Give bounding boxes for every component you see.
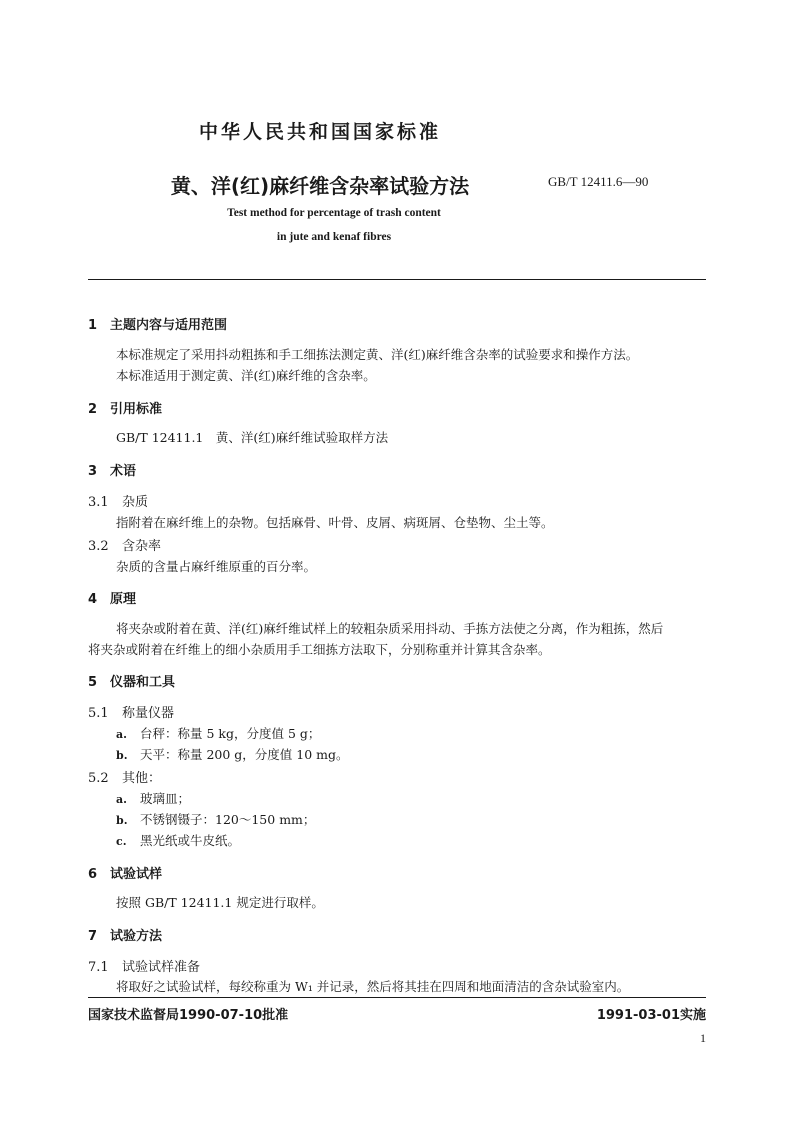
section-6-heading [88, 863, 162, 882]
subsection-title: 杂质 [122, 495, 149, 510]
section-title: 引用标准 [110, 402, 163, 417]
section-title: 原理 [110, 592, 137, 607]
subsection-number: 3.1 [88, 495, 109, 510]
list-item [116, 789, 190, 807]
implementation-date: 1991-03-01实施 [596, 1008, 706, 1023]
section-number: 3 [88, 464, 98, 479]
section-title: 术语 [110, 464, 137, 479]
list-item [116, 810, 315, 828]
list-label: b. [116, 814, 128, 827]
list-text: 黑光纸或牛皮纸。 [140, 833, 241, 848]
subsection-title: 其他： [122, 771, 162, 786]
section-2-heading [88, 398, 162, 417]
header-divider [88, 279, 706, 280]
section-title: 试验试样 [110, 867, 163, 882]
list-label: b. [116, 749, 128, 762]
list-label: c. [116, 835, 127, 848]
paragraph: 将夹杂或附着在黄、洋(红)麻纤维试样上的较粗杂质采用抖动、手拣方法使之分离，作为粗拣，然后 [116, 621, 664, 636]
list-label: a. [116, 793, 127, 806]
subsection-title: 试验试样准备 [122, 960, 201, 975]
reference-standard: GB/T 12411.1 黄、洋(红)麻纤维试验取样方法 [116, 430, 389, 445]
list-text: 台秤：称量 5 kg，分度值 5 g； [140, 726, 321, 741]
paragraph: 杂质的含量占麻纤维原重的百分率。 [116, 559, 317, 574]
subsection-7-1-heading [88, 956, 200, 975]
section-5-heading [88, 671, 175, 690]
section-title: 主题内容与适用范围 [110, 318, 228, 333]
subsection-number: 5.2 [88, 771, 109, 786]
section-7-heading [88, 925, 162, 944]
list-item [116, 745, 349, 763]
subsection-title: 含杂率 [122, 539, 162, 554]
section-number: 1 [88, 318, 98, 333]
subsection-number: 3.2 [88, 539, 109, 554]
subsection-3-2-heading [88, 535, 161, 554]
footer-divider [88, 997, 706, 998]
paragraph: 本标准规定了采用抖动粗拣和手工细拣法测定黄、洋(红)麻纤维含杂率的试验要求和操作方法。 [116, 347, 639, 362]
standard-number: GB/T 12411.6—90 [548, 174, 649, 189]
paragraph: 按照 GB/T 12411.1 规定进行取样。 [116, 895, 324, 910]
list-item [116, 831, 240, 849]
section-number: 2 [88, 402, 98, 417]
list-text: 不锈钢镊子：120～150 mm； [140, 812, 316, 827]
section-4-heading [88, 588, 136, 607]
section-title: 仪器和工具 [110, 675, 176, 690]
subsection-5-1-heading [88, 702, 174, 721]
subsection-3-1-heading [88, 491, 148, 510]
document-title: 黄、洋(红)麻纤维含杂率试验方法 [170, 174, 470, 198]
section-1-heading [88, 314, 227, 333]
section-number: 4 [88, 592, 98, 607]
section-number: 6 [88, 867, 98, 882]
subsection-5-2-heading [88, 767, 161, 786]
paragraph: 将夹杂或附着在纤维上的细小杂质用手工细拣方法取下，分别称重并计算其含杂率。 [88, 642, 551, 657]
subsection-title: 称量仪器 [122, 706, 175, 721]
paragraph: 将取好之试验试样，每绞称重为 W₁ 并记录，然后将其挂在四周和地面清洁的含杂试验室内。 [116, 979, 630, 994]
paragraph: 本标准适用于测定黄、洋(红)麻纤维的含杂率。 [116, 368, 376, 383]
approval-note: 国家技术监督局1990-07-10批准 [88, 1008, 289, 1023]
list-item [116, 724, 320, 742]
list-text: 天平：称量 200 g，分度值 10 mg。 [140, 747, 349, 762]
list-text: 玻璃皿； [140, 791, 191, 806]
section-3-heading [88, 460, 136, 479]
subsection-number: 5.1 [88, 706, 109, 721]
english-title-line1: Test method for percentage of trash content [227, 207, 441, 219]
subsection-number: 7.1 [88, 960, 109, 975]
national-standard-title: 中华人民共和国国家标准 [198, 121, 441, 143]
page-number: 1 [700, 1031, 706, 1045]
english-title-line2: in jute and kenaf fibres [276, 231, 392, 243]
list-label: a. [116, 728, 127, 741]
section-number: 7 [88, 929, 98, 944]
paragraph: 指附着在麻纤维上的杂物。包括麻骨、叶骨、皮屑、病斑屑、仓垫物、尘土等。 [116, 515, 554, 530]
section-number: 5 [88, 675, 98, 690]
section-title: 试验方法 [110, 929, 163, 944]
